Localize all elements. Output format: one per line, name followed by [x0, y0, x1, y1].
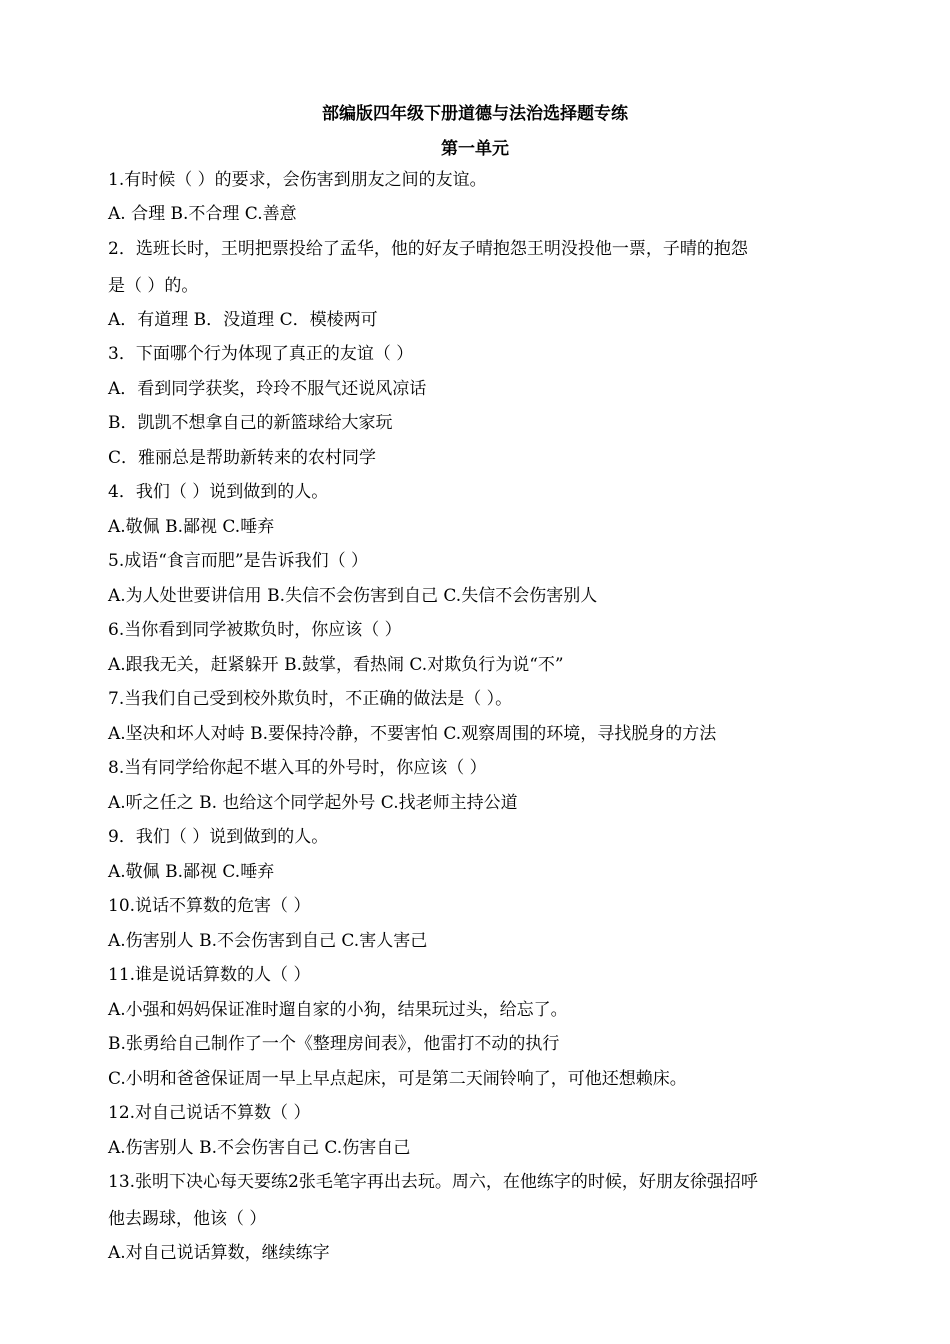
question-2-continued: 是（ ）的。	[108, 276, 199, 296]
question-4: 4．我们（ ）说到做到的人。	[108, 482, 329, 502]
question-12-options: A.伤害别人 B.不会伤害自己 C.伤害自己	[108, 1138, 411, 1158]
question-5: 5.成语“食言而肥”是告诉我们（ ）	[108, 551, 369, 571]
question-4-options: A.敬佩 B.鄙视 C.唾弃	[108, 517, 275, 537]
question-13-option-a: A.对自己说话算数，继续练字	[108, 1243, 330, 1263]
question-9-options: A.敬佩 B.鄙视 C.唾弃	[108, 862, 275, 882]
question-9: 9．我们（ ）说到做到的人。	[108, 827, 329, 847]
question-10: 10.说话不算数的危害（ ）	[108, 896, 311, 916]
question-12: 12.对自己说话不算数（ ）	[108, 1103, 311, 1123]
question-2: 2．选班长时，王明把票投给了孟华，他的好友子晴抱怨王明没投他一票，子晴的抱怨	[108, 239, 748, 259]
question-5-options: A.为人处世要讲信用 B.失信不会伤害到自己 C.失信不会伤害别人	[108, 586, 598, 606]
question-6-options: A.跟我无关，赶紧躲开 B.鼓掌，看热闹 C.对欺负行为说“不”	[108, 655, 564, 675]
question-3-option-a: A．看到同学获奖，玲玲不服气还说风凉话	[108, 379, 427, 399]
question-3-option-c: C．雅丽总是帮助新转来的农村同学	[108, 448, 377, 468]
question-13-continued: 他去踢球，他该（ ）	[108, 1209, 267, 1229]
question-7: 7.当我们自己受到校外欺负时，不正确的做法是（ ）。	[108, 689, 513, 709]
document-title: 部编版四年级下册道德与法治选择题专练	[322, 104, 628, 124]
question-13: 13.张明下决心每天要练2张毛笔字再出去玩。周六，在他练字的时候，好朋友徐强招呼	[108, 1172, 758, 1192]
question-11-option-c: C.小明和爸爸保证周一早上早点起床，可是第二天闹铃响了，可他还想赖床。	[108, 1069, 687, 1089]
question-1: 1.有时候（ ）的要求，会伤害到朋友之间的友谊。	[108, 170, 487, 190]
unit-heading: 第一单元	[441, 139, 509, 159]
question-11-option-a: A.小强和妈妈保证准时遛自家的小狗，结果玩过头，给忘了。	[108, 1000, 568, 1020]
question-2-options: A．有道理 B．没道理 C．模棱两可	[108, 310, 378, 330]
question-6: 6.当你看到同学被欺负时，你应该（ ）	[108, 620, 402, 640]
question-10-options: A.伤害别人 B.不会伤害到自己 C.害人害己	[108, 931, 428, 951]
question-11-option-b: B.张勇给自己制作了一个《整理房间表》，他雷打不动的执行	[108, 1034, 560, 1054]
question-3: 3．下面哪个行为体现了真正的友谊（ ）	[108, 344, 414, 364]
question-11: 11.谁是说话算数的人（ ）	[108, 965, 311, 985]
question-8-options: A.听之任之 B. 也给这个同学起外号 C.找老师主持公道	[108, 793, 518, 813]
question-1-options: A. 合理 B.不合理 C.善意	[108, 204, 297, 224]
question-7-options: A.坚决和坏人对峙 B.要保持冷静，不要害怕 C.观察周围的环境，寻找脱身的方法	[108, 724, 717, 744]
question-8: 8.当有同学给你起不堪入耳的外号时，你应该（ ）	[108, 758, 487, 778]
question-3-option-b: B．凯凯不想拿自己的新篮球给大家玩	[108, 413, 393, 433]
